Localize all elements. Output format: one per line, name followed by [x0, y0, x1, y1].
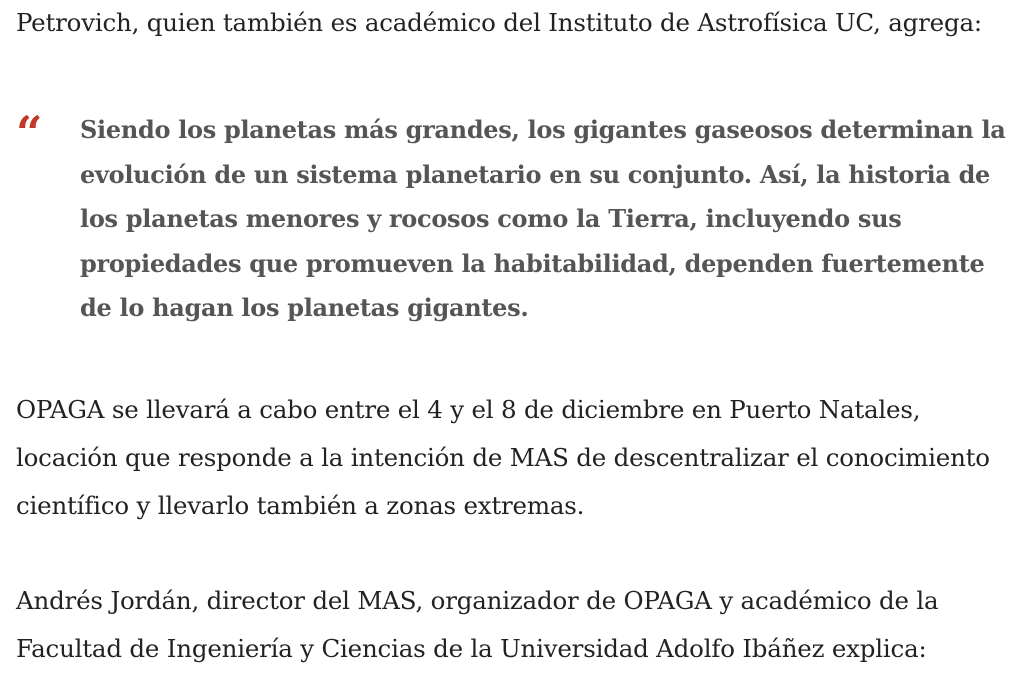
quote-mark-icon: “ — [16, 106, 43, 160]
quote-text: Siendo los planetas más grandes, los gigantes gaseosos determinan la evolución de un sistema planetario en su conjunto. Así, la historia de los planetas menores y rocosos como la Tierra, incluyendo sus propiedades que promueven la habitabilidad, dependen fuertemente de lo hagan los planetas gigantes. — [80, 115, 1006, 322]
paragraph-jordan: Andrés Jordán, director del MAS, organizador de OPAGA y académico de la Facultad de Ingeniería y Ciencias de la Universidad Adolfo Ibáñez explica: — [16, 586, 939, 663]
paragraph-intro: Petrovich, quien también es académico del Instituto de Astrofísica UC, agrega: — [16, 8, 982, 37]
paragraph-opaga: OPAGA se llevará a cabo entre el 4 y el 8 de diciembre en Puerto Natales, locación que responde a la intención de MAS de descentralizar el conocimiento científico y llevarlo también a zonas extremas. — [16, 395, 990, 520]
